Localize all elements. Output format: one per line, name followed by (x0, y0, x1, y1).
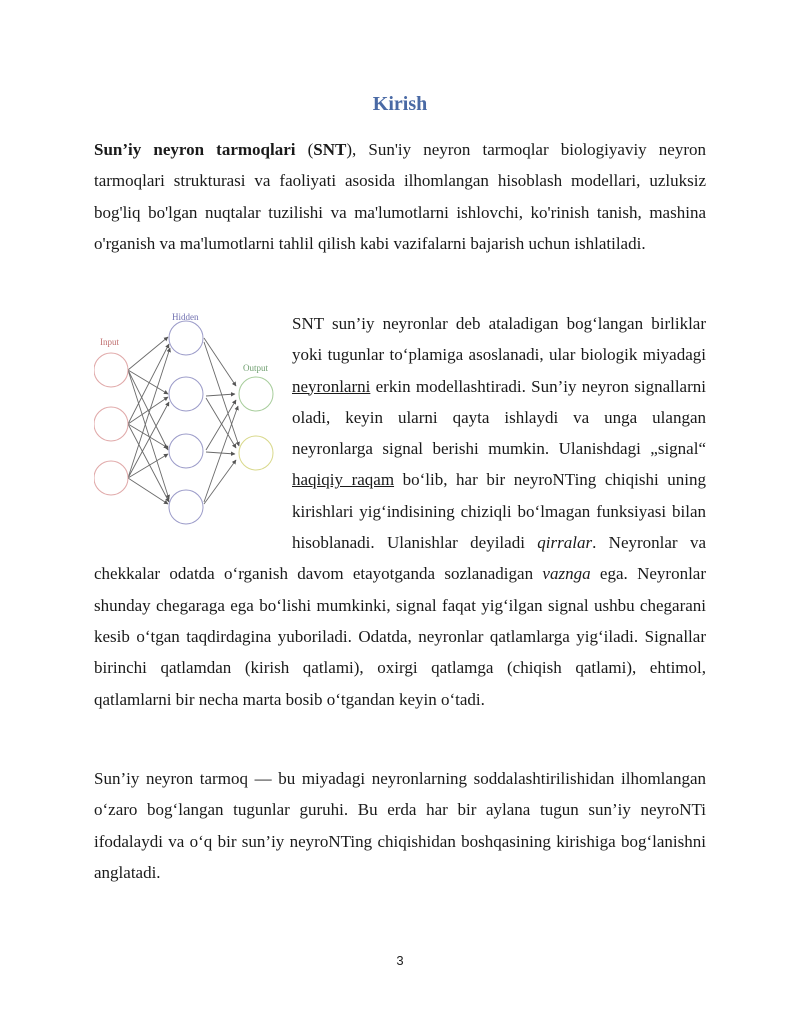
input-node (94, 407, 128, 441)
hidden-node (169, 377, 203, 411)
vaznga-italic: vaznga (542, 564, 591, 584)
paren-open: ( (295, 140, 314, 159)
closing-paragraph: Sun’iy neyron tarmoq — bu miyadagi neyronlarning soddalashtirilishidan ilhomlangan o‘zaro bog‘langan tugunlar guruhi. Bu erda har bir aylana tugun sun’iy neyroNTi ifodalaydi va o‘q bir sun’iy neyroNTing chiqishidan boshqasining kirishiga bog‘lanishni anglatadi. (94, 769, 706, 882)
output-node (239, 436, 273, 470)
term-bold: Sun’iy neyron tarmoqlari (94, 140, 296, 159)
section-heading: Kirish (372, 93, 428, 115)
p2-text-3: bo‘lib, har bir neyroNTing chiqishi uning kirishlari yig‘indisining chiziqli bo‘lmagan funksiyasi bilan hisoblanadi. Ulanishlar deyiladi (292, 470, 706, 553)
wrapped-paragraph (94, 308, 706, 715)
intro-paragraph (94, 134, 706, 259)
neural-network-diagram (94, 308, 292, 558)
neural-network-figure (94, 308, 292, 558)
hidden-node (169, 490, 203, 524)
haqiqiy-raqam-link[interactable]: haqiqiy raqam (292, 470, 395, 490)
intro-rest: ), Sun'iy neyron tarmoqlar biologiyaviy neyron tarmoqlari strukturasi va faoliyati asosida ilhomlangan hisoblash modellari, uzluksiz bog'liq bo'lgan nuqtalar tuzilishi va ma'lumotlarni ishlovchi, ko'rinish tanish, mashina o'rganish va ma'lumotlarni tahlil qilish kabi vazifalarni bajarish uchun ishlatiladi. (94, 140, 706, 253)
input-node (94, 461, 128, 495)
output-label: Output (243, 363, 269, 373)
input-label: Input (100, 337, 119, 347)
qirralar-italic: qirralar (537, 533, 593, 553)
hidden-node (169, 434, 203, 468)
abbr-bold: SNT (313, 140, 347, 159)
p2-text-4: . Neyronlar va chekkalar odatda o‘rganish davom etayotganda sozlanadigan (94, 533, 706, 584)
p2-text-5: ega. Neyronlar shunday chegaraga ega bo‘lishi mumkinki, signal faqat yig‘ilgan signal ushbu chegarani kesib o‘tgan taqdirdagina yuboriladi. Odatda, neyronlar qatlamlarga yig‘iladi. Signallar birinchi qatlamdan (kirish qatlami), oxirgi qatlamga (chiqish qatlami), ehtimol, qatlamlarni bir necha marta bosib o‘tgandan keyin o‘tadi. (94, 564, 706, 709)
input-node (94, 353, 128, 387)
hidden-label: Hidden (172, 312, 199, 322)
connection-arrows (128, 337, 239, 504)
page-number: 3 (396, 953, 404, 968)
p2-text-1: SNT sun’iy neyronlar deb ataladigan bog‘langan birliklar yoki tugunlar to‘plamiga asoslanadi, ular biologik miyadagi (292, 314, 706, 365)
hidden-node (169, 321, 203, 355)
output-node (239, 377, 273, 411)
neyronlarni-link[interactable]: neyronlarni (292, 376, 371, 396)
p2-text-2: erkin modellashtiradi. Sun’iy neyron signallarni oladi, keyin ularni qayta ishlaydi va unga ulangan neyronlarga signal berishi mumkin. Ulanishdagi „signal“ (292, 376, 706, 459)
